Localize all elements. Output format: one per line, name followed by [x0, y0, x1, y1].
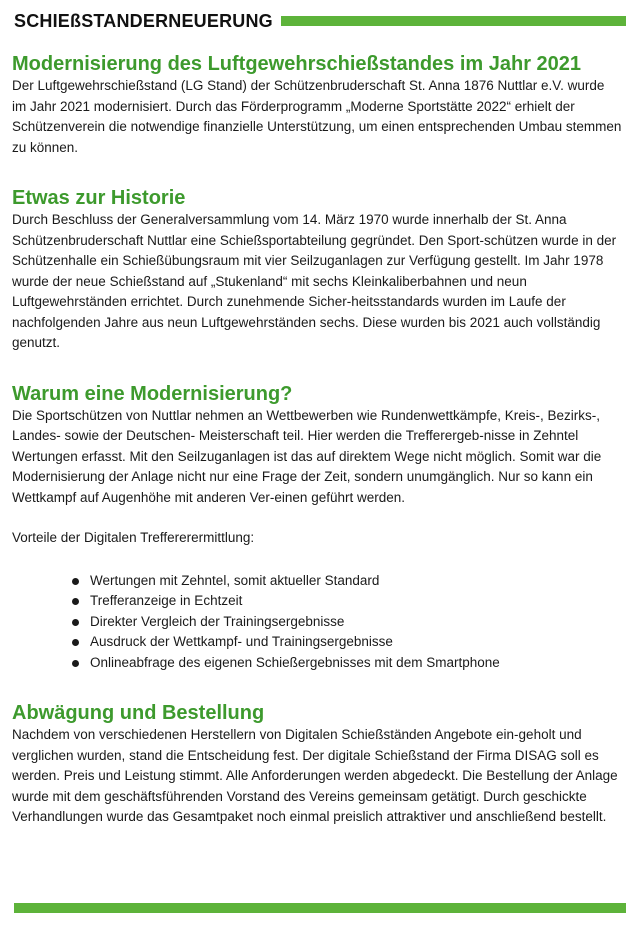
section-paragraph: Der Luftgewehrschießstand (LG Stand) der Schützenbruderschaft St. Anna 1876 Nuttlar e.V. wurde im Jahr 2021 modernisiert. Durch das Förderprogramm „Moderne Sportstätte 2022“ erhielt der Schützenverein die notwendige finanzielle Unterstützung, um einen entsprechenden Umbau stemmen zu können. — [12, 78, 622, 155]
section-heading: Abwägung und Bestellung — [12, 702, 265, 724]
section-heading: Etwas zur Historie — [12, 187, 186, 209]
page-header — [14, 8, 626, 34]
list-intro: Vorteile der Digitalen Treffererermittlung: — [12, 530, 255, 545]
list-item: Ausdruck der Wettkampf- und Trainingsergebnisse — [90, 632, 622, 653]
article-body — [12, 52, 622, 828]
section-paragraph: Nachdem von verschiedenen Herstellern von Digitalen Schießständen Angebote ein-geholt und verglichen wurden, stand die Entscheidung fest. Der digitale Schießstand der Firma DISAG soll es werden. Preis und Leistung stimmt. Alle Anforderungen werden abgedeckt. Die Bestellung der Anlage wurde mit dem geschäftsführenden Vorstand des Vereins gemeinsam getätigt. Durch geschickte Verhandlungen wurde das Gesamtpaket noch einmal preislich attraktiver und anschließend bestellt. — [12, 727, 618, 824]
section-historie — [12, 186, 622, 354]
section-heading: Warum eine Modernisierung? — [12, 382, 293, 405]
footer-accent-bar — [14, 903, 626, 913]
section-paragraph: Durch Beschluss der Generalversammlung vom 14. März 1970 wurde innerhalb der St. Anna Schützenbruderschaft Nuttlar eine Schießsportabteilung gegründet. Den Sport-schützen wurde in der Schützenhalle ein Schießübungsraum mit vier Seilzuganlagen zur Verfügung gestellt. Im Jahr 1978 wurde der neue Schießstand auf „Stukenland“ mit sechs Kleinkaliberbahnen und neun Luftgewehrständen errichtet. Durch zunehmende Sicher-heitsstandards wurden im Laufe der nachfolgenden Jahre aus neun Luftgewehrständen sechs. Diese wurden bis 2021 auch vollständig genutzt. — [12, 212, 617, 350]
list-item: Wertungen mit Zehntel, somit aktueller Standard — [90, 571, 622, 592]
section-warum — [12, 382, 622, 674]
section-modernisierung — [12, 52, 622, 158]
header-accent-bar — [281, 16, 626, 26]
list-item: Direkter Vergleich der Trainingsergebnisse — [90, 612, 622, 633]
list-item: Trefferanzeige in Echtzeit — [90, 591, 622, 612]
section-heading: Modernisierung des Luftgewehrschießstandes im Jahr 2021 — [12, 53, 582, 75]
advantages-list — [12, 571, 622, 674]
section-abwaegung — [12, 701, 622, 828]
page-title: SCHIEßSTANDERNEUERUNG — [14, 10, 273, 31]
list-item: Onlineabfrage des eigenen Schießergebnisses mit dem Smartphone — [90, 653, 622, 674]
section-paragraph: Die Sportschützen von Nuttlar nehmen an Wettbewerben wie Rundenwettkämpfe, Kreis-, Bezirks-, Landes- sowie der Deutschen- Meisterschaft teil. Hier werden die Trefferergeb-nisse in Zehntel Wertungen erfasst. Mit den Seilzuganlagen ist das auf direktem Wege nicht möglich. Somit war die Modernisierung der Anlage nicht nur eine Frage der Zeit, sondern unumgänglich. Nur so kann ein Wettkampf auf Augenhöhe mit anderen Ver-einen geführt werden. — [12, 407, 602, 505]
